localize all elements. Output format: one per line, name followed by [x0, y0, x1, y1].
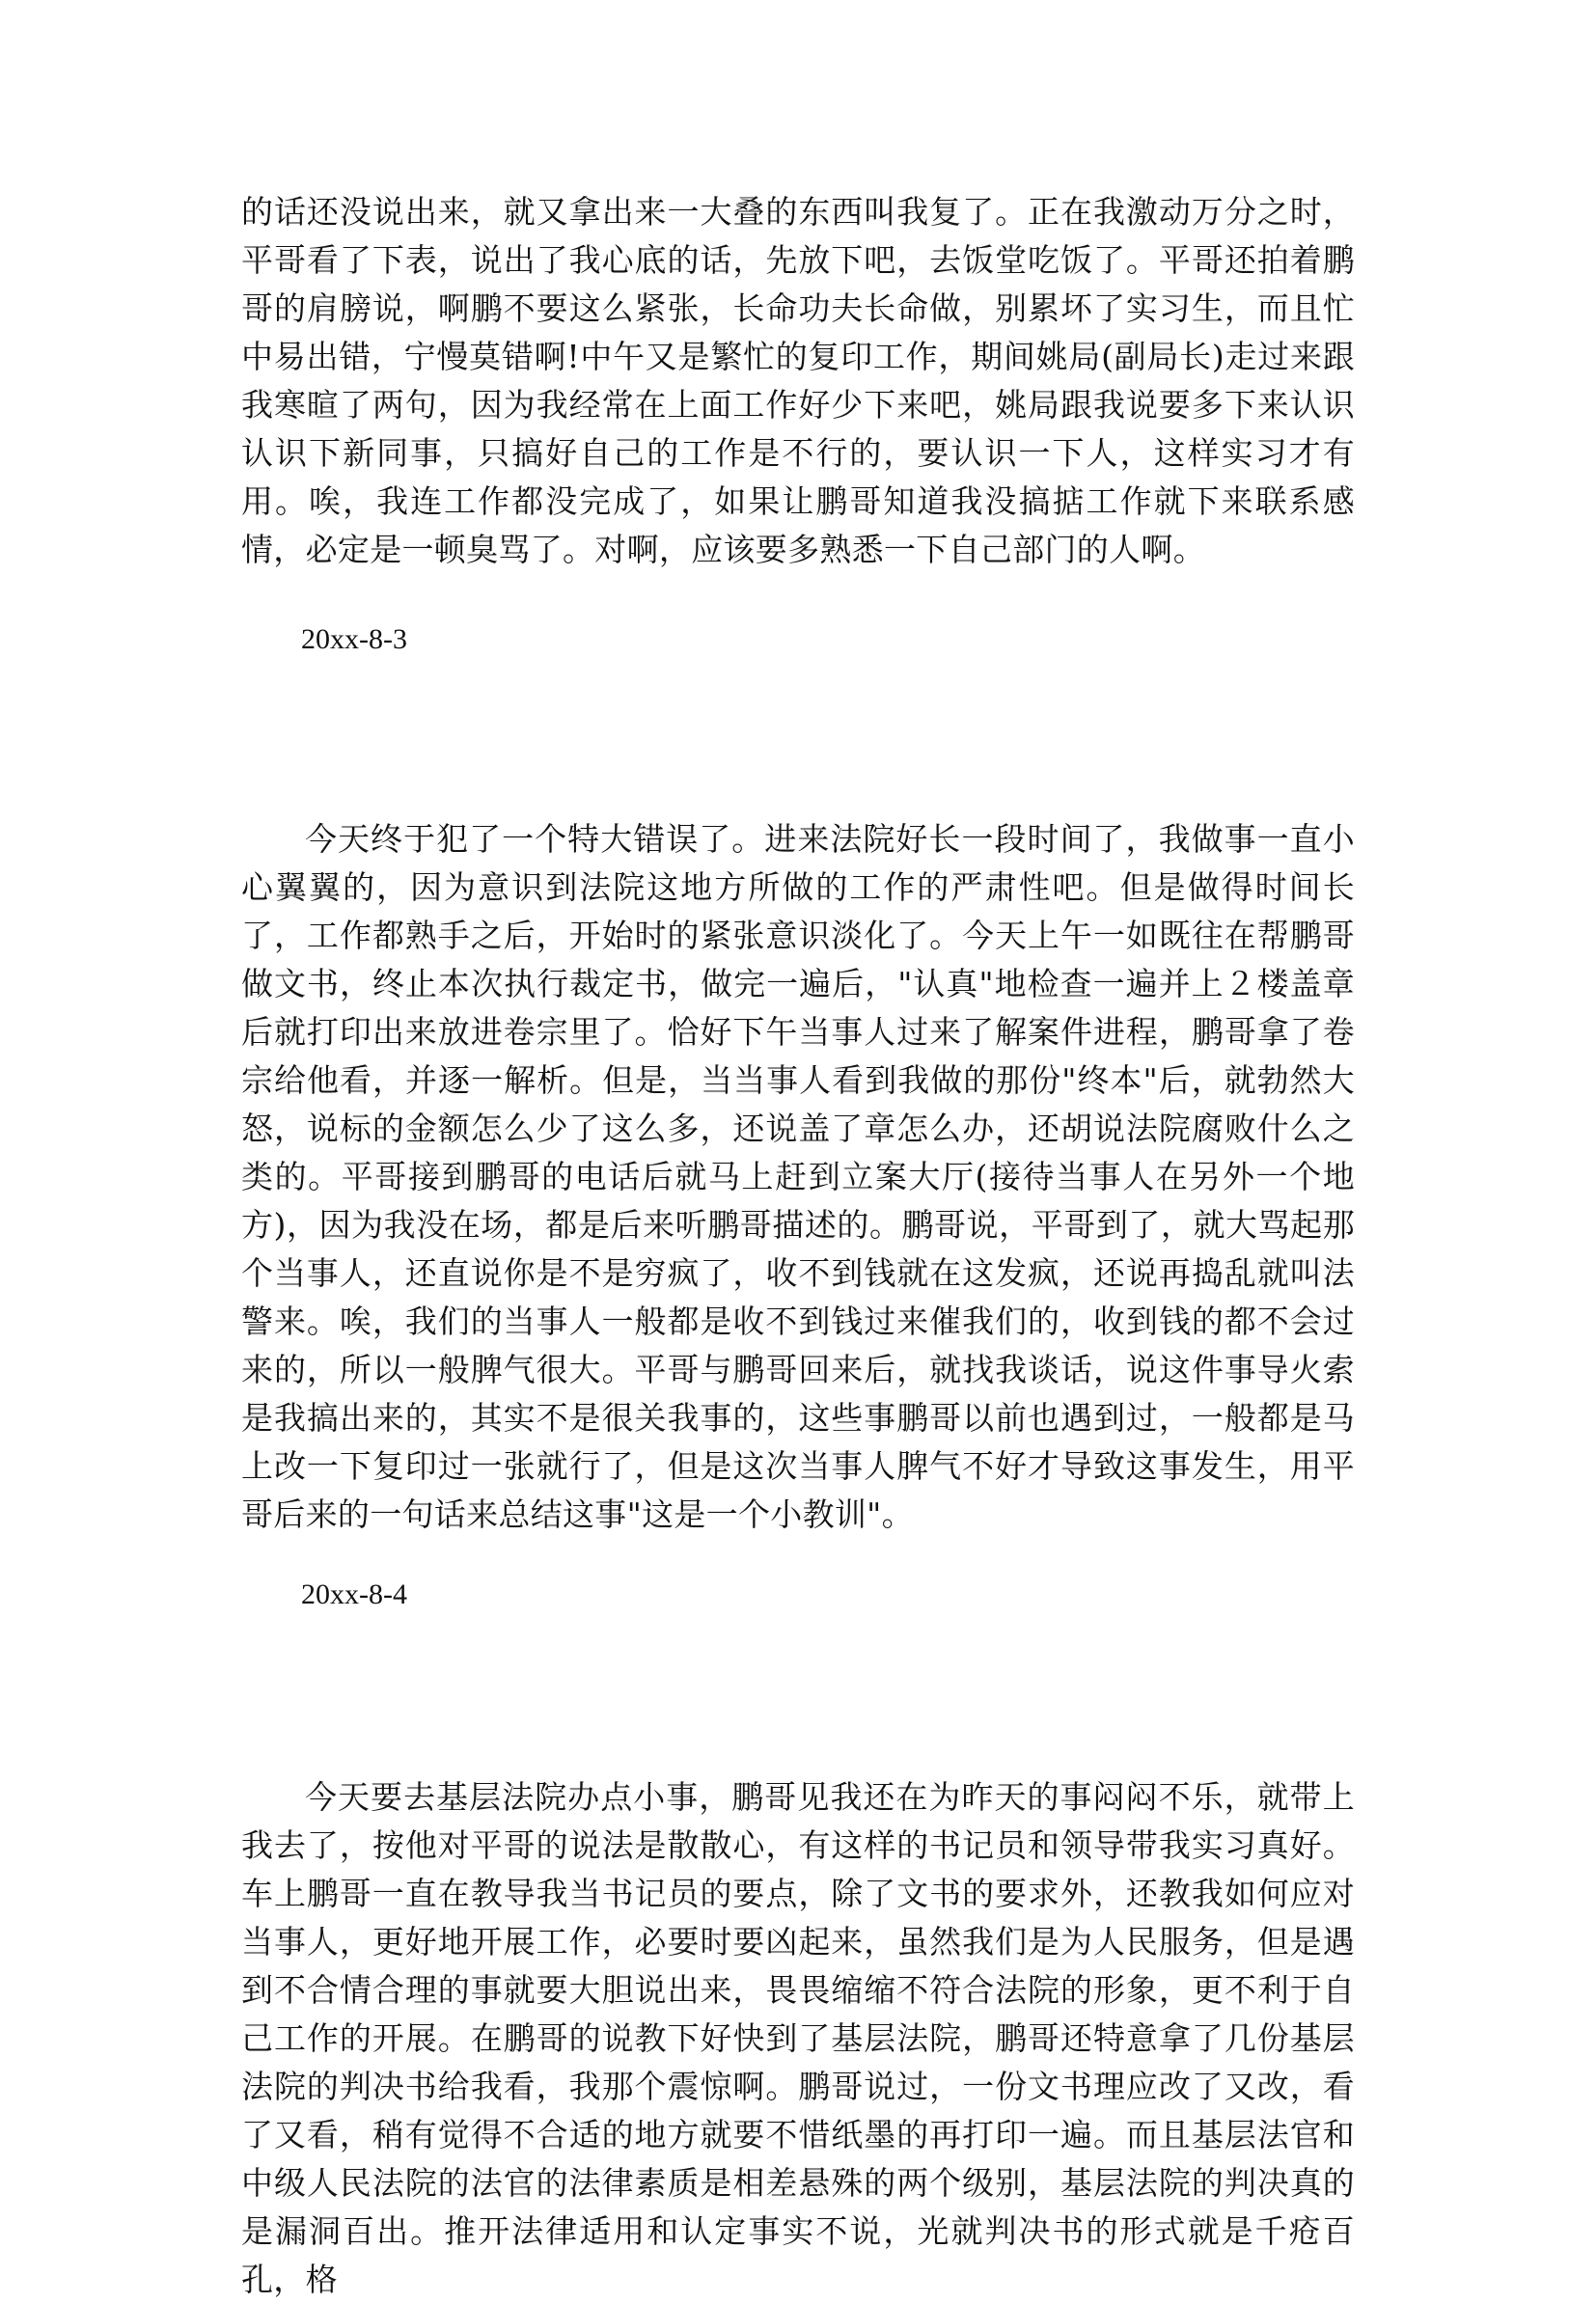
- diary-date-heading: 20xx-8-3: [301, 623, 407, 655]
- diary-entry-paragraph: 今天要去基层法院办点小事，鹏哥见我还在为昨天的事闷闷不乐，就带上我去了，按他对平哥的说法是散散心，有这样的书记员和领导带我实习真好。车上鹏哥一直在教导我当书记员的要点，除了文书的要求外，还教我如何应对当事人，更好地开展工作，必要时要凶起来，虽然我们是为人民服务，但是遇到不合情合理的事就要大胆说出来，畏畏缩缩不符合法院的形象，更不利于自己工作的开展。在鹏哥的说教下好快到了基层法院，鹏哥还特意拿了几份基层法院的判决书给我看，我那个震惊啊。鹏哥说过，一份文书理应改了又改，看了又看，稍有觉得不合适的地方就要不惜纸墨的再打印一遍。而且基层法官和中级人民法院的法官的法律素质是相差悬殊的两个级别，基层法院的判决真的是漏洞百出。推开法律适用和认定事实不说，光就判决书的形式就是千疮百孔，格: [241, 1778, 1355, 2298]
- diary-date-heading: 20xx-8-4: [301, 1578, 407, 1610]
- diary-entry-paragraph: 今天终于犯了一个特大错误了。进来法院好长一段时间了，我做事一直小心翼翼的，因为意识到法院这地方所做的工作的严肃性吧。但是做得时间长了，工作都熟手之后，开始时的紧张意识淡化了。今天上午一如既往在帮鹏哥做文书，终止本次执行裁定书，做完一遍后，"认真"地检查一遍并上２楼盖章后就打印出来放进卷宗里了。恰好下午当事人过来了解案件进程，鹏哥拿了卷宗给他看，并逐一解析。但是，当当事人看到我做的那份"终本"后，就勃然大怒，说标的金额怎么少了这么多，还说盖了章怎么办，还胡说法院腐败什么之类的。平哥接到鹏哥的电话后就马上赶到立案大厅(接待当事人在另外一个地方)，因为我没在场，都是后来听鹏哥描述的。鹏哥说，平哥到了，就大骂起那个当事人，还直说你是不是穷疯了，收不到钱就在这发疯，还说再捣乱就叫法警来。唉，我们的当事人一般都是收不到钱过来催我们的，收到钱的都不会过来的，所以一般脾气很大。平哥与鹏哥回来后，就找我谈话，说这件事导火索是我搞出来的，其实不是很关我事的，这些事鹏哥以前也遇到过，一般都是马上改一下复印过一张就行了，但是这次当事人脾气不好才导致这事发生，用平哥后来的一句话来总结这事"这是一个小教训"。: [241, 820, 1355, 1533]
- paragraph-continuation: 的话还没说出来，就又拿出来一大叠的东西叫我复了。正在我激动万分之时，平哥看了下表，说出了我心底的话，先放下吧，去饭堂吃饭了。平哥还拍着鹏哥的肩膀说，啊鹏不要这么紧张，长命功夫长命做，别累坏了实习生，而且忙中易出错，宁慢莫错啊!中午又是繁忙的复印工作，期间姚局(副局长)走过来跟我寒暄了两句，因为我经常在上面工作好少下来吧，姚局跟我说要多下来认识认识下新同事，只搞好自己的工作是不行的，要认识一下人，这样实习才有用。唉，我连工作都没完成了，如果让鹏哥知道我没搞掂工作就下来联系感情，必定是一顿臭骂了。对啊，应该要多熟悉一下自己部门的人啊。: [241, 193, 1355, 568]
